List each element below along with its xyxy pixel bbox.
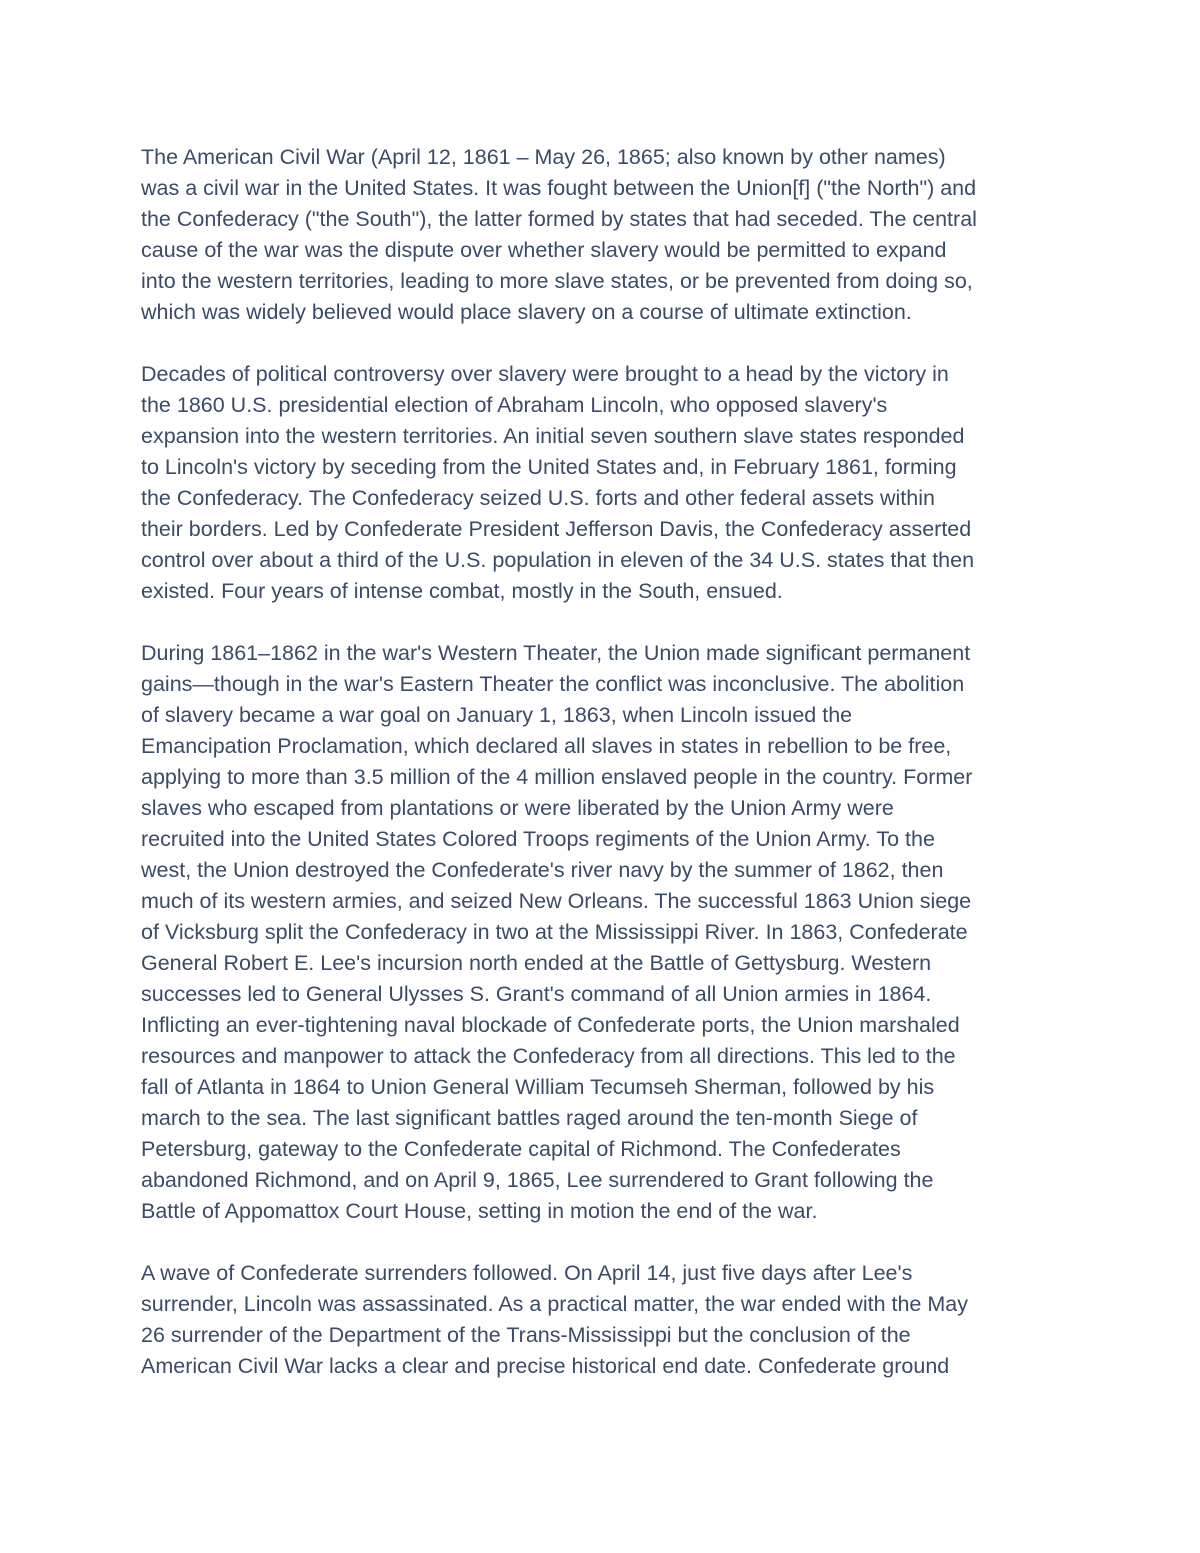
text-line: General Robert E. Lee's incursion north ended at the Battle of Gettysburg. Western bbox=[141, 951, 932, 975]
text-line: applying to more than 3.5 million of the 4 million enslaved people in the country. Former bbox=[141, 765, 973, 789]
text-line: much of its western armies, and seized New Orleans. The successful 1863 Union siege bbox=[141, 889, 972, 913]
text-line: of Vicksburg split the Confederacy in two at the Mississippi River. In 1863, Confederate bbox=[141, 920, 968, 944]
paragraph-1 bbox=[141, 142, 1071, 328]
text-line: recruited into the United States Colored Troops regiments of the Union Army. To the bbox=[141, 827, 935, 851]
text-line: Inflicting an ever-tightening naval blockade of Confederate ports, the Union marshaled bbox=[141, 1013, 960, 1037]
text-line: resources and manpower to attack the Confederacy from all directions. This led to the bbox=[141, 1044, 956, 1068]
text-line: slaves who escaped from plantations or were liberated by the Union Army were bbox=[141, 796, 894, 820]
text-line: which was widely believed would place slavery on a course of ultimate extinction. bbox=[141, 300, 912, 324]
text-line: march to the sea. The last significant battles raged around the ten-month Siege of bbox=[141, 1106, 918, 1130]
paragraph-4 bbox=[141, 1258, 1071, 1382]
text-line: the 1860 U.S. presidential election of Abraham Lincoln, who opposed slavery's bbox=[141, 393, 888, 417]
text-line: Petersburg, gateway to the Confederate capital of Richmond. The Confederates bbox=[141, 1137, 901, 1161]
text-line: expansion into the western territories. An initial seven southern slave states responded bbox=[141, 424, 965, 448]
text-line: the Confederacy ("the South"), the latter formed by states that had seceded. The central bbox=[141, 207, 977, 231]
text-line: was a civil war in the United States. It was fought between the Union[f] ("the North") and bbox=[141, 176, 977, 200]
text-line: control over about a third of the U.S. population in eleven of the 34 U.S. states that then bbox=[141, 548, 975, 572]
text-line: the Confederacy. The Confederacy seized U.S. forts and other federal assets within bbox=[141, 486, 935, 510]
text-line: west, the Union destroyed the Confederate's river navy by the summer of 1862, then bbox=[141, 858, 944, 882]
text-line: existed. Four years of intense combat, mostly in the South, ensued. bbox=[141, 579, 783, 603]
text-line: 26 surrender of the Department of the Trans-Mississippi but the conclusion of the bbox=[141, 1323, 911, 1347]
document-body bbox=[141, 142, 1071, 1413]
text-line: During 1861–1862 in the war's Western Theater, the Union made significant permanent bbox=[141, 641, 971, 665]
text-line: fall of Atlanta in 1864 to Union General William Tecumseh Sherman, followed by his bbox=[141, 1075, 935, 1099]
text-line: gains—though in the war's Eastern Theater the conflict was inconclusive. The abolition bbox=[141, 672, 965, 696]
text-line: A wave of Confederate surrenders followed. On April 14, just five days after Lee's bbox=[141, 1261, 913, 1285]
text-line: abandoned Richmond, and on April 9, 1865, Lee surrendered to Grant following the bbox=[141, 1168, 934, 1192]
text-line: to Lincoln's victory by seceding from the United States and, in February 1861, forming bbox=[141, 455, 957, 479]
text-line: cause of the war was the dispute over whether slavery would be permitted to expand bbox=[141, 238, 947, 262]
text-line: Emancipation Proclamation, which declared all slaves in states in rebellion to be free, bbox=[141, 734, 952, 758]
text-line: successes led to General Ulysses S. Grant's command of all Union armies in 1864. bbox=[141, 982, 932, 1006]
text-line: their borders. Led by Confederate President Jefferson Davis, the Confederacy asserted bbox=[141, 517, 972, 541]
text-line: into the western territories, leading to more slave states, or be prevented from doing so, bbox=[141, 269, 973, 293]
paragraph-2 bbox=[141, 359, 1071, 607]
paragraph-3 bbox=[141, 638, 1071, 1227]
text-line: The American Civil War (April 12, 1861 – May 26, 1865; also known by other names) bbox=[141, 145, 946, 169]
text-line: Decades of political controversy over slavery were brought to a head by the victory in bbox=[141, 362, 949, 386]
text-line: American Civil War lacks a clear and precise historical end date. Confederate ground bbox=[141, 1354, 950, 1378]
text-line: of slavery became a war goal on January 1, 1863, when Lincoln issued the bbox=[141, 703, 853, 727]
text-line: surrender, Lincoln was assassinated. As a practical matter, the war ended with the May bbox=[141, 1292, 968, 1316]
text-line: Battle of Appomattox Court House, setting in motion the end of the war. bbox=[141, 1199, 818, 1223]
